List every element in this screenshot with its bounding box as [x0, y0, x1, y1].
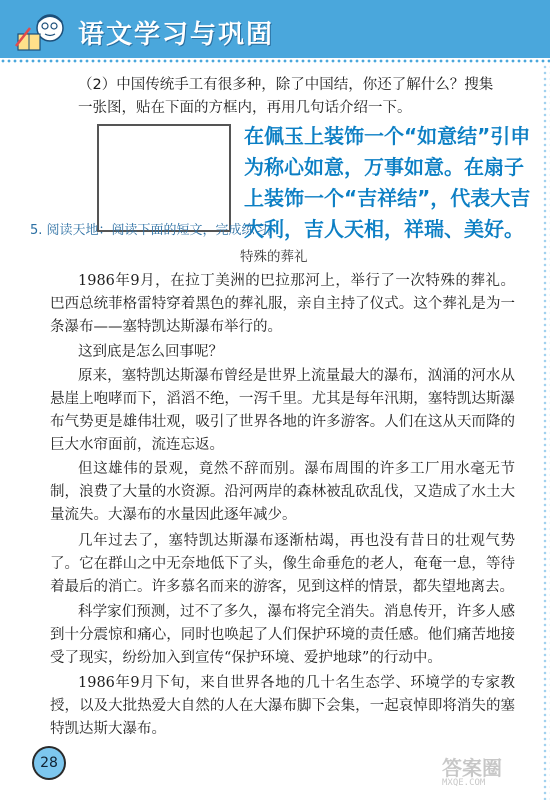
article-paragraph: 这到底是怎么回事呢？	[78, 344, 223, 360]
picture-frame	[97, 124, 231, 232]
header-dot-border	[0, 58, 550, 64]
question-2-text: （2）中国传统手工有很多种，除了中国结，你还了解什么？搜集一张图，贴在下面的方框内，再用几句话介绍一下。	[78, 77, 494, 116]
page-number-badge	[32, 746, 66, 780]
article-paragraph: 1986年9月，在拉丁美洲的巴拉那河上，举行了一次特殊的葬礼。巴西总统菲格雷特穿着黑色的葬礼服，亲自主持了仪式。这个葬礼是为一条瀑布——塞特凯达斯瀑布举行的。	[50, 273, 515, 335]
side-dot-border	[542, 64, 550, 800]
section-label: 5. 阅读天地：阅读下面的短文，完成练习。	[30, 223, 281, 238]
article-title: 特殊的葬礼	[240, 249, 308, 265]
watermark-logo	[442, 752, 542, 792]
student-mascot-icon	[12, 8, 72, 58]
handwritten-answer: 在佩玉上装饰一个“如意结”引申为称心如意，万事如意。在扇子上装饰一个“吉祥结”，代表大吉大利，吉人天相，祥瑞、美好。	[244, 124, 531, 241]
article-paragraph: 科学家们预测，过不了多久，瀑布将完全消失。消息传开，许多人感到十分震惊和痛心，同时也唤起了人们保护环境的责任感。他们痛苦地接受了现实，纷纷加入到宣传“保护环境、爱护地球”的行动中。	[50, 604, 515, 666]
header-band	[0, 0, 550, 58]
article-paragraph: 但这雄伟的景观，竟然不辞而别。瀑布周围的许多工厂用水毫无节制，浪费了大量的水资源。沿河两岸的森林被乱砍乱伐，又造成了水土大量流失。大瀑布的水量因此逐年减少。	[50, 461, 515, 523]
article-paragraph: 原来，塞特凯达斯瀑布曾经是世界上流量最大的瀑布，汹涌的河水从悬崖上咆哮而下，滔滔不绝，一泻千里。尤其是每年汛期，塞特凯达斯瀑布气势更是雄伟壮观，吸引了世界各地的许多游客。人们在这从天而降的巨大水帘面前，流连忘返。	[50, 368, 515, 453]
watermark-text: 答案圈	[442, 756, 502, 780]
header-title: 语文学习与巩固	[78, 20, 275, 50]
article-paragraph: 几年过去了，塞特凯达斯瀑布逐渐枯竭，再也没有昔日的壮观气势了。它在群山之中无奈地低下了头，像生命垂危的老人，奄奄一息，等待着最后的消亡。许多慕名而来的游客，见到这样的情景，都失望地离去。	[50, 533, 515, 595]
article-paragraph: 1986年9月下旬，来自世界各地的几十名生态学、环境学的专家教授，以及大批热爱大自然的人在大瀑布脚下会集，一起哀悼即将消失的塞特凯达斯大瀑布。	[50, 675, 515, 737]
page-number: 28	[34, 748, 64, 778]
watermark-url: MXQE.COM	[442, 778, 486, 788]
